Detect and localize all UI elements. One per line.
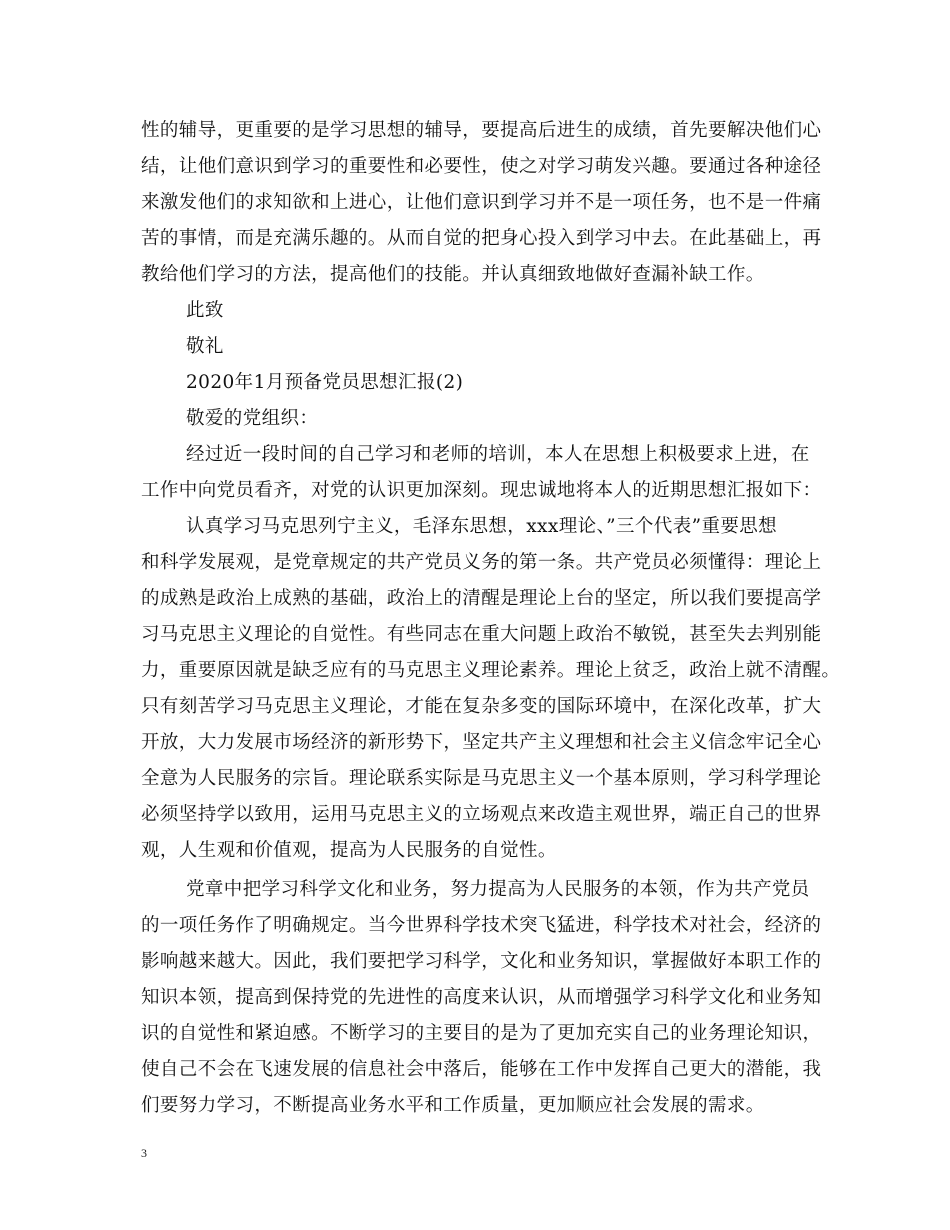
text-line: 教给他们学习的方法，提高他们的技能。并认真细致地做好查漏补缺工作。 bbox=[141, 264, 765, 285]
text-line: 工作中向党员看齐，对党的认识更加深刻。现忠诚地将本人的近期思想汇报如下： bbox=[141, 480, 822, 501]
text-line: 全意为人民服务的宗旨。理论联系实际是马克思主义一个基本原则，学习科学理论 bbox=[141, 768, 822, 789]
text-line: 必须坚持学以致用，运用马克思主义的立场观点来改造主观世界，端正自己的世界 bbox=[141, 804, 822, 825]
text-line: 开放，大力发展市场经济的新形势下，坚定共产主义理想和社会主义信念牢记全心 bbox=[141, 732, 822, 753]
text-line: 们要努力学习，不断提高业务水平和工作质量，更加顺应社会发展的需求。 bbox=[141, 1095, 765, 1116]
text-line: 来激发他们的求知欲和上进心，让他们意识到学习并不是一项任务，也不是一件痛 bbox=[141, 192, 822, 213]
text-line: 党章中把学习科学文化和业务，努力提高为人民服务的本领，作为共产党员 bbox=[186, 879, 810, 900]
text-line: 只有刻苦学习马克思主义理论，才能在复杂多变的国际环境中，在深化改革，扩大 bbox=[141, 696, 822, 717]
text-line: 敬礼 bbox=[186, 336, 224, 357]
text-line: 认真学习马克思列宁主义，毛泽东思想，xxx理论、”三个代表”重要思想 bbox=[186, 516, 778, 537]
text-line: 识的自觉性和紧迫感。不断学习的主要目的是为了更加充实自己的业务理论知识， bbox=[141, 1023, 822, 1044]
text-line: 观，人生观和价值观，提高为人民服务的自觉性。 bbox=[141, 840, 557, 861]
page-number: 3 bbox=[141, 1146, 147, 1160]
text-line: 经过近一段时间的自己学习和老师的培训，本人在思想上积极要求上进，在 bbox=[186, 444, 810, 465]
text-line: 影响越来越大。因此，我们要把学习科学，文化和业务知识，掌握做好本职工作的 bbox=[141, 951, 822, 972]
text-line: 性的辅导，更重要的是学习思想的辅导，要提高后进生的成绩，首先要解决他们心 bbox=[141, 120, 822, 141]
text-line: 此致 bbox=[186, 300, 224, 321]
text-line: 的成熟是政治上成熟的基础，政治上的清醒是理论上台的坚定，所以我们要提高学 bbox=[141, 588, 822, 609]
text-line: 2020年1月预备党员思想汇报(2) bbox=[186, 372, 464, 393]
text-line: 结，让他们意识到学习的重要性和必要性，使之对学习萌发兴趣。要通过各种途径 bbox=[141, 156, 822, 177]
text-line: 敬爱的党组织： bbox=[186, 408, 319, 429]
text-line: 习马克思主义理论的自觉性。有些同志在重大问题上政治不敏锐，甚至失去判别能 bbox=[141, 624, 822, 645]
text-line: 使自己不会在飞速发展的信息社会中落后，能够在工作中发挥自己更大的潜能，我 bbox=[141, 1059, 822, 1080]
text-line: 知识本领，提高到保持党的先进性的高度来认识，从而增强学习科学文化和业务知 bbox=[141, 987, 822, 1008]
text-line: 苦的事情，而是充满乐趣的。从而自觉的把身心投入到学习中去。在此基础上，再 bbox=[141, 228, 822, 249]
text-line: 的一项任务作了明确规定。当今世界科学技术突飞猛进，科学技术对社会，经济的 bbox=[141, 915, 822, 936]
document-body bbox=[141, 113, 841, 1124]
text-line: 力，重要原因就是缺乏应有的马克思主义理论素养。理论上贫乏，政治上就不清醒。 bbox=[141, 660, 841, 681]
text-line: 和科学发展观，是党章规定的共产党员义务的第一条。共产党员必须懂得：理论上 bbox=[141, 552, 822, 573]
